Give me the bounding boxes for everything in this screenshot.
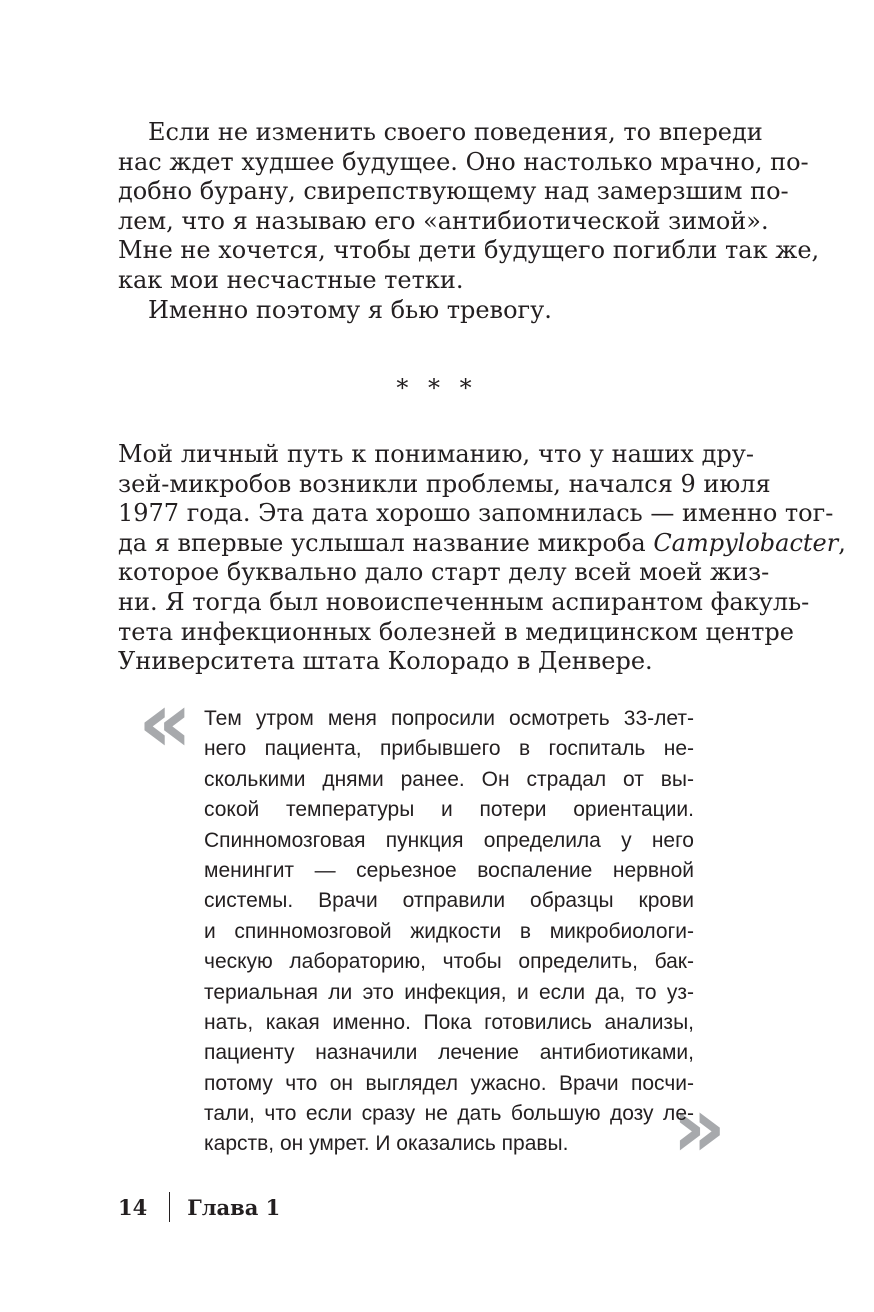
quote-line: потому что он выглядел ужасно. Врачи посчи-: [204, 1071, 694, 1095]
page-footer: [118, 1192, 280, 1222]
open-quote-mark: «: [138, 673, 193, 771]
text-segment: да я впервые услышал название микроба: [118, 528, 654, 557]
quote-line: него пациента, прибывшего в госпиталь не-: [204, 737, 694, 761]
text-line: Мне не хочется, чтобы дети будущего погибли так же,: [118, 236, 820, 265]
blockquote: [204, 704, 694, 1160]
text-line: Университета штата Колорадо в Денвере.: [118, 647, 653, 676]
footer-divider: [169, 1192, 170, 1222]
text-line: которое буквально дало старт делу всей моей жиз-: [118, 558, 770, 587]
quote-line: пациенту назначили лечение антибиотиками,: [204, 1041, 694, 1065]
quote-line: териальная ли это инфекция, и если да, то уз-: [204, 980, 694, 1004]
italic-term: Campylobacter: [653, 528, 839, 557]
quote-line: и спинномозговой жидкости в микробиологи-: [204, 919, 694, 943]
text-line: тета инфекционных болезней в медицинском центре: [118, 617, 794, 646]
text-line: нас ждет худшее будущее. Оно настолько мрачно, по-: [118, 147, 809, 176]
quote-line: менингит — серьезное воспаление нервной: [204, 858, 694, 882]
text-line: 1977 года. Эта дата хорошо запомнилась — именно тог-: [118, 499, 834, 528]
paragraph-3: [118, 440, 846, 677]
quote-line: Тем утром меня попросили осмотреть 33-лет-: [204, 707, 694, 730]
text-line: лем, что я называю его «антибиотической зимой».: [118, 206, 769, 235]
paragraph-1: [118, 118, 820, 296]
quote-line: нать, какая именно. Пока готовились анализы,: [204, 1010, 694, 1034]
quote-line: сокой температуры и потери ориентации.: [204, 798, 694, 822]
text-line: Мой личный путь к пониманию, что у наших дру-: [118, 440, 754, 468]
quote-line: системы. Врачи отправили образцы крови: [204, 889, 694, 913]
text-line: зей-микробов возникли проблемы, начался 9 июля: [118, 469, 771, 498]
page-number: 14: [118, 1194, 148, 1220]
paragraph-2: [118, 296, 754, 326]
close-quote-mark: »: [672, 1078, 727, 1176]
text-line: ни. Я тогда был новоиспеченным аспирантом факуль-: [118, 587, 810, 616]
chapter-title: Глава 1: [187, 1194, 281, 1220]
quote-line: Спинномозговая пункция определила у него: [204, 828, 694, 852]
section-break: * * *: [396, 374, 478, 402]
term-suffix: ,: [838, 528, 846, 557]
text-line-with-term: [118, 528, 846, 559]
text-line: добно бурану, свирепствующему над замерзшим по-: [118, 177, 789, 206]
quote-line: тали, что если сразу не дать большую дозу ле-: [204, 1102, 694, 1126]
quote-line: сколькими днями ранее. Он страдал от вы-: [204, 767, 694, 791]
quote-line: карств, он умрет. И оказались правы.: [204, 1132, 569, 1156]
text-line: Если не изменить своего поведения, то впереди: [148, 118, 763, 146]
text-line: как мои несчастные тетки.: [118, 265, 464, 294]
text-line: Именно поэтому я бью тревогу.: [148, 296, 552, 324]
quote-line: ческую лабораторию, чтобы определить, бак-: [204, 950, 694, 974]
